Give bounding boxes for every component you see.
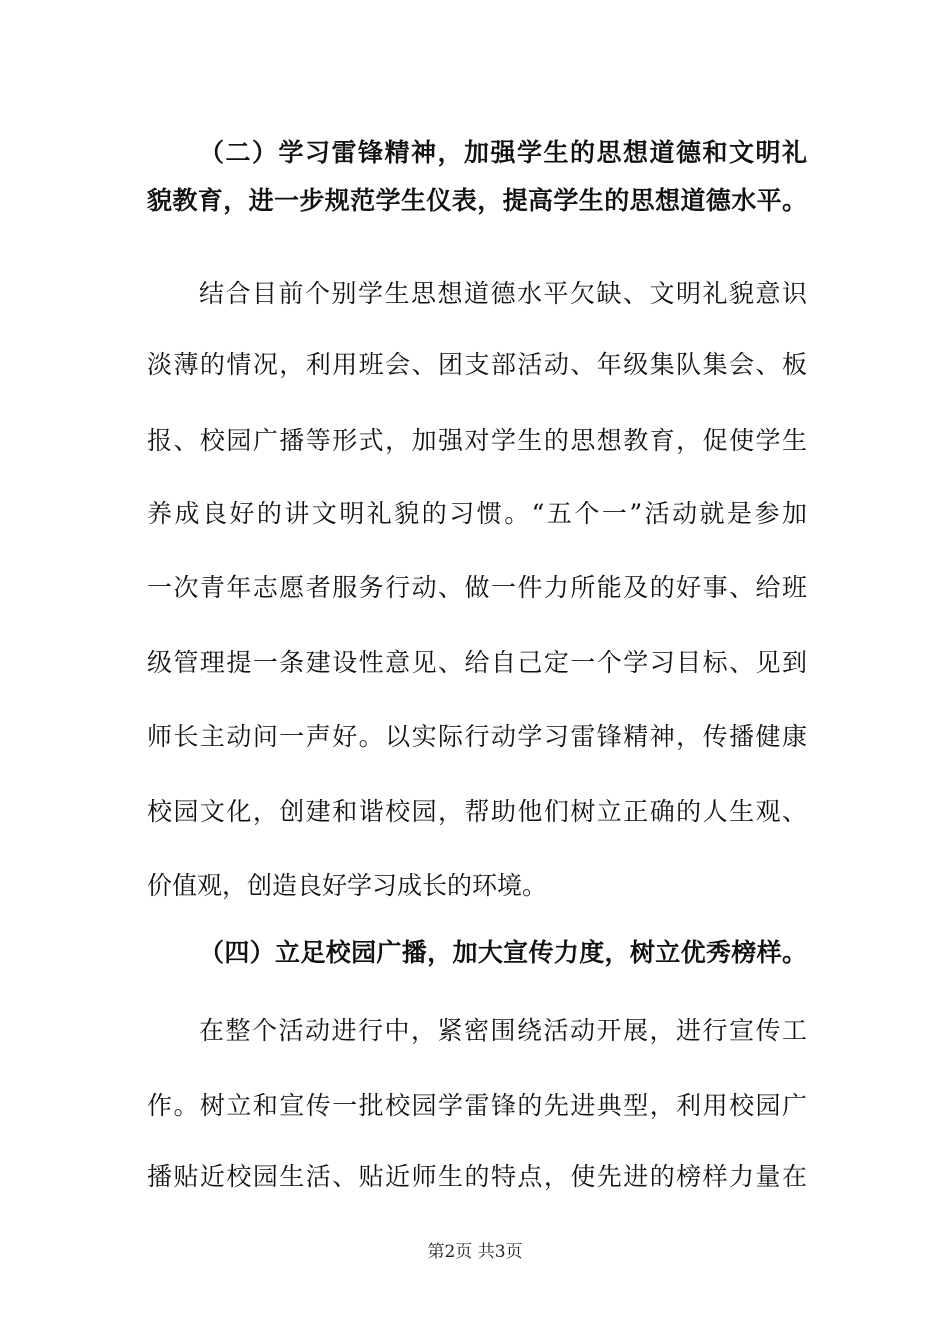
section-heading-4: （四）立足校园广播，加大宣传力度，树立优秀榜样。 [199,938,807,967]
paragraph-1-line-1: 结合目前个别学生思想道德水平欠缺、文明礼貌意识 [199,279,807,308]
paragraph-1-line-5: 一次青年志愿者服务行动、做一件力所能及的好事、给班 [147,573,807,602]
page-footer: 第2页 共3页 [427,1242,523,1262]
paragraph-2-line-1: 在整个活动进行中，紧密围绕活动开展，进行宣传工 [199,1016,807,1045]
paragraph-1-line-9: 价值观，创造良好学习成长的环境。 [147,871,548,900]
section-heading-2-line-2: 貌教育，进一步规范学生仪表，提高学生的思想道德水平。 [147,186,807,215]
paragraph-1-line-6: 级管理提一条建设性意见、给自己定一个学习目标、见到 [147,648,807,677]
paragraph-2-line-3: 播贴近校园生活、贴近师生的特点，使先进的榜样力量在 [147,1162,807,1191]
paragraph-1-line-8: 校园文化，创建和谐校园，帮助他们树立正确的人生观、 [147,797,807,826]
section-heading-2-line-1: （二）学习雷锋精神，加强学生的思想道德和文明礼 [199,138,807,167]
paragraph-2-line-2: 作。树立和宣传一批校园学雷锋的先进典型，利用校园广 [147,1091,807,1120]
paragraph-1-line-7: 师长主动问一声好。以实际行动学习雷锋精神，传播健康 [147,722,807,751]
paragraph-1-line-2: 淡薄的情况，利用班会、团支部活动、年级集队集会、板 [147,350,807,379]
paragraph-1-line-3: 报、校园广播等形式，加强对学生的思想教育，促使学生 [147,426,807,455]
paragraph-1-line-4: 养成良好的讲文明礼貌的习惯。“五个一”活动就是参加 [147,499,807,528]
